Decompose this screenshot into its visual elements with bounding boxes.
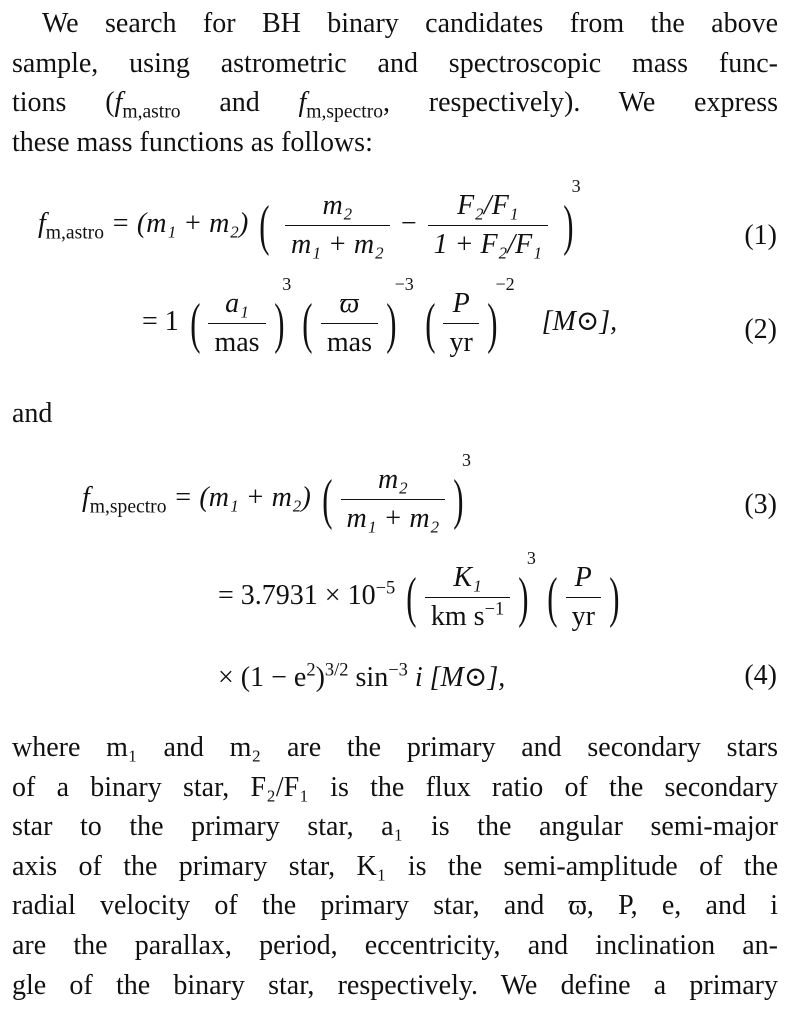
eq1-prefactor: = (m₁ + m₂) xyxy=(111,207,249,239)
eq3-frac-num: m₂ xyxy=(341,464,446,500)
equation-1 xyxy=(38,176,581,261)
eq3-fraction xyxy=(341,464,446,535)
f-letter-2: f xyxy=(298,87,307,119)
intro-line-3 xyxy=(12,83,778,123)
equation-number-1: (1) xyxy=(744,220,777,251)
intro-line-2: sample, using astrometric and spectroscopic mass func- xyxy=(12,47,778,79)
eq4-fk-num: K₁ xyxy=(425,562,510,598)
equation-number-4: (4) xyxy=(744,660,777,691)
eq4-paren-k-close: ) xyxy=(518,566,529,629)
eq1-minus: − xyxy=(400,207,417,239)
eq1-left-paren: ( xyxy=(259,194,270,257)
eq1-fraction-2 xyxy=(428,190,548,261)
eq2-paren-p-close: ) xyxy=(386,292,397,355)
eq2-lead: = 1 xyxy=(142,305,179,337)
intro-paragraph xyxy=(12,4,778,162)
eq4-fP-num: P xyxy=(566,562,601,598)
eq4-lead-exp: −5 xyxy=(375,577,396,598)
f-astro-symbol xyxy=(114,87,181,123)
eq4-line2-sup2: 3/2 xyxy=(324,659,349,680)
f-spectro-symbol xyxy=(298,87,384,123)
eq1-frac2-den: 1 + F₂/F₁ xyxy=(433,229,542,260)
intro-line-3-c: , respectively). We express xyxy=(383,87,778,119)
eq4-fP-den: yr xyxy=(571,601,595,632)
body-line-6: are the parallax, period, eccentricity, and inclination an- xyxy=(12,929,778,961)
f-letter: f xyxy=(114,87,123,119)
eq1-exponent: 3 xyxy=(571,176,581,196)
eq4-fk-den xyxy=(425,598,510,633)
eq2-exp-period: −2 xyxy=(495,274,515,294)
eq1-frac1-num: m₂ xyxy=(285,190,390,226)
eq4-paren-P-close: ) xyxy=(609,566,620,629)
eq2-fa-den: mas xyxy=(214,327,260,358)
intro-line-3-a: tions ( xyxy=(12,87,115,119)
body-line-4: axis of the primary star, K₁ is the semi-amplitude of the xyxy=(12,850,778,882)
eq3-left-paren: ( xyxy=(322,468,333,531)
equation-number-2: (2) xyxy=(744,314,777,345)
equation-4 xyxy=(218,548,624,633)
eq2-fP-den: yr xyxy=(449,327,473,358)
eq2-exp-parallax: −3 xyxy=(394,274,414,294)
eq2-paren-p-open: ( xyxy=(302,292,313,355)
eq4-fraction-k xyxy=(425,562,510,633)
eq3-right-paren: ) xyxy=(453,468,464,531)
eq2-unit: [M⊙], xyxy=(541,305,618,337)
equation-2 xyxy=(142,274,618,359)
equation-number-3: (3) xyxy=(744,489,777,520)
eq2-paren-a-close: ) xyxy=(273,292,285,355)
eq4-line2-sup1: 2 xyxy=(306,659,316,680)
body-line-2: of a binary star, F₂/F₁ is the flux ratio of the secondary xyxy=(12,771,778,803)
eq2-fp-den: mas xyxy=(326,327,372,358)
eq3-lhs-sub: m,spectro xyxy=(89,496,167,518)
eq2-exp-a: 3 xyxy=(282,274,292,294)
eq2-paren-P-close: ) xyxy=(486,292,498,355)
eq4-line2-d: i [M⊙], xyxy=(407,662,506,693)
eq4-fraction-period xyxy=(566,562,601,633)
eq3-prefactor: = (m₁ + m₂) xyxy=(173,481,311,513)
eq2-fraction-a xyxy=(208,288,265,359)
intro-line-3-b: and xyxy=(180,87,299,119)
eq4-line2-sup3: −3 xyxy=(388,659,408,680)
eq4-lead: = 3.7931 × 10 xyxy=(218,579,376,611)
eq1-lhs: $f_{m,astro}$ xyxy=(38,207,105,244)
eq1-fraction-1 xyxy=(285,190,390,261)
eq1-frac2-num: F₂/F₁ xyxy=(428,190,548,226)
f-spectro-subscript: m,spectro xyxy=(306,101,384,123)
body-paragraph xyxy=(12,728,778,1005)
eq2-fp-num: ϖ xyxy=(321,288,378,324)
and-label: and xyxy=(12,398,53,429)
body-line-5: radial velocity of the primary star, and ϖ, P, e, and i xyxy=(12,890,778,922)
eq1-right-paren: ) xyxy=(563,194,574,257)
body-line-3: star to the primary star, a₁ is the angular semi-major xyxy=(12,811,778,843)
eq4-paren-P-open: ( xyxy=(547,566,558,629)
eq2-fa-num: a₁ xyxy=(208,288,265,324)
equation-4-line-2 xyxy=(218,660,505,694)
f-astro-subscript: m,astro xyxy=(122,101,181,123)
eq4-paren-k-open: ( xyxy=(406,566,417,629)
intro-line-4: these mass functions as follows: xyxy=(12,126,373,158)
eq3-lhs: $f_{m,spectro}$ xyxy=(82,481,167,518)
eq2-fraction-parallax xyxy=(321,288,378,359)
eq2-paren-a-open: ( xyxy=(189,292,201,355)
intro-line-1: We search for BH binary candidates from the above xyxy=(42,8,778,39)
eq2-fP-num: P xyxy=(443,288,478,324)
eq4-fk-den-text: km s xyxy=(430,601,485,632)
eq1-frac1-den: m₁ + m₂ xyxy=(291,229,384,260)
eq4-line2-b: ) xyxy=(315,662,325,693)
eq3-exponent: 3 xyxy=(462,450,471,470)
eq4-exp-k: 3 xyxy=(526,548,536,568)
eq2-paren-P-open: ( xyxy=(424,292,436,355)
body-line-7: gle of the binary star, respectively. We define a primary xyxy=(12,969,778,1001)
eq1-lhs-sub: m,astro xyxy=(45,222,105,244)
eq2-fraction-period xyxy=(443,288,478,359)
eq3-frac-den: m₁ + m₂ xyxy=(346,503,440,534)
body-line-1: where m₁ and m₂ are the primary and secondary stars xyxy=(12,732,778,763)
eq4-line2-c: sin xyxy=(348,662,389,693)
equation-3 xyxy=(82,450,471,535)
eq4-line2-a: × (1 − e xyxy=(218,662,307,693)
eq4-fk-den-exp: −1 xyxy=(484,598,505,619)
